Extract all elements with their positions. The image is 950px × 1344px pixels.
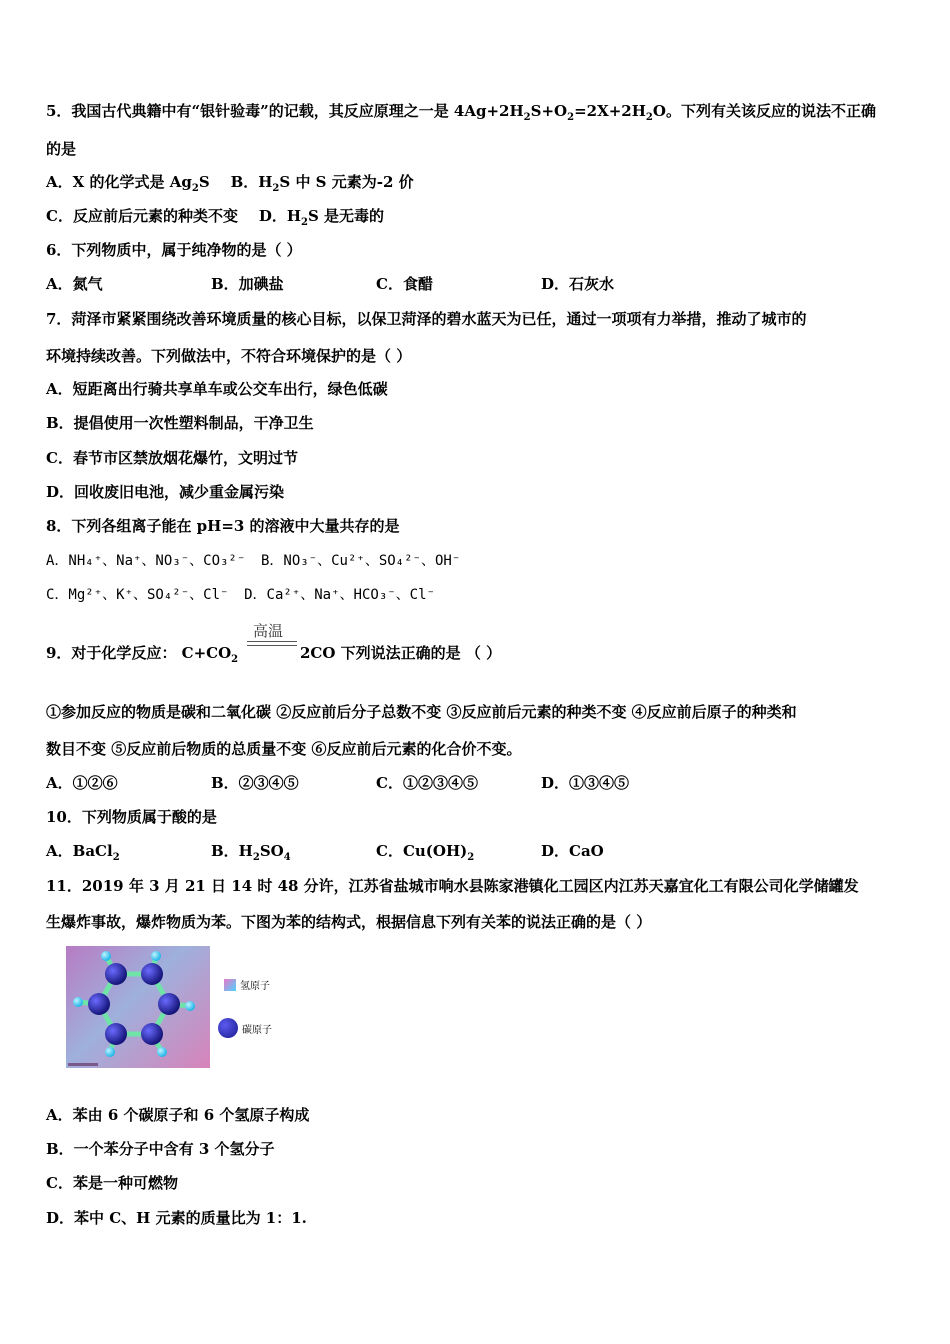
q9-option-b[interactable]: B．②③④⑤ — [211, 774, 299, 792]
carbon-atom-icon — [218, 1018, 238, 1038]
q6-option-b[interactable]: B．加碘盐 — [211, 275, 284, 293]
q7-option-d[interactable]: D．回收废旧电池，减少重金属污染 — [46, 483, 285, 501]
q6-option-d[interactable]: D．石灰水 — [541, 275, 615, 293]
q9-stem-left: 9．对于化学反应： $C+CO_2$ — [46, 644, 239, 665]
q9-statements: ①参加反应的物质是碳和二氧化碳 ②反应前后分子总数不变 ③反应前后元素的种类不变 ④反应前后原子的种类和 — [46, 703, 797, 721]
reaction-condition: 高温 — [253, 622, 284, 640]
q8-option-b[interactable]: B．NO₃⁻、Cu²⁺、SO₄²⁻、OH⁻ — [260, 553, 461, 569]
q6-option-a[interactable]: A．氮气 — [46, 275, 103, 293]
q9-stem-right: 2CO 下列说法正确的是 （ ） — [300, 644, 502, 662]
q7-option-b[interactable]: B．提倡使用一次性塑料制品，干净卫生 — [46, 414, 314, 432]
legend-carbon: 碳原子 — [218, 1018, 272, 1038]
q9-option-c[interactable]: C．①②③④⑤ — [376, 774, 478, 792]
q5-option-b[interactable]: B．$H_2S$ 中 S 元素为-2 价 — [230, 173, 414, 194]
q11-option-c[interactable]: C．苯是一种可燃物 — [46, 1174, 178, 1192]
q8-option-a[interactable]: A．NH₄⁺、Na⁺、NO₃⁻、CO₃²⁻ — [46, 553, 246, 569]
q5-options-ab — [46, 172, 414, 192]
legend-hydrogen: 氢原子 — [224, 977, 270, 992]
q9-statements-cont: 数目不变 ⑤反应前后物质的总质量不变 ⑥反应前后元素的化合价不变。 — [46, 740, 522, 758]
q7-stem-cont: 环境持续改善。下列做法中，不符合环境保护的是（ ） — [46, 347, 412, 365]
hydrogen-atom-icon — [224, 979, 236, 991]
q6-option-c[interactable]: C．食醋 — [376, 275, 433, 293]
q11-option-b[interactable]: B．一个苯分子中含有 3 个氢分子 — [46, 1140, 275, 1158]
q9-option-d[interactable]: D．①③④⑤ — [541, 774, 630, 792]
q11-stem-cont: 生爆炸事故，爆炸物质为苯。下图为苯的结构式，根据信息下列有关苯的说法正确的是（ ） — [46, 913, 652, 931]
q8-options-ab — [46, 550, 460, 571]
q7-option-c[interactable]: C．春节市区禁放烟花爆竹，文明过节 — [46, 449, 298, 467]
q8-stem: 8．下列各组离子能在 pH=3 的溶液中大量共存的是 — [46, 517, 400, 535]
q5-option-d[interactable]: D．$H_2S$ 是无毒的 — [258, 207, 385, 228]
q8-option-d[interactable]: D．Ca²⁺、Na⁺、HCO₃⁻、Cl⁻ — [244, 587, 435, 603]
benzene-model-image — [66, 946, 210, 1068]
q7-option-a[interactable]: A．短距离出行骑共享单车或公交车出行，绿色低碳 — [46, 380, 388, 398]
q10-stem: 10．下列物质属于酸的是 — [46, 808, 217, 826]
q6-stem: 6．下列物质中，属于纯净物的是（ ） — [46, 241, 302, 259]
q10-option-d[interactable]: D．CaO — [541, 842, 604, 860]
q8-options-cd — [46, 584, 435, 605]
q9-option-a[interactable]: A．①②⑥ — [46, 774, 118, 792]
q7-stem: 7．菏泽市紧紧围绕改善环境质量的核心目标，以保卫菏泽的碧水蓝天为已任，通过一项项有力举措，推动了城市的 — [46, 310, 807, 328]
q10-option-c[interactable]: C．$Cu(OH)_2$ — [376, 842, 475, 863]
q11-option-a[interactable]: A．苯由 6 个碳原子和 6 个氢原子构成 — [46, 1106, 310, 1124]
image-caption-mark — [68, 1063, 98, 1066]
q5-stem: 5．我国古代典籍中有“银针验毒”的记载，其反应原理之一是 $4Ag+2H_2S+O_2=2X+2H_2O$。下列有关该反应的说法不正确 — [46, 102, 876, 123]
benzene-molecule — [66, 946, 210, 1068]
q11-stem: 11．2019 年 3 月 21 日 14 时 48 分许，江苏省盐城市响水县陈家港镇化工园区内江苏天嘉宜化工有限公司化学储罐发 — [46, 877, 859, 895]
reaction-condition-arrow — [247, 620, 297, 650]
q10-option-b[interactable]: B．$H_2SO_4$ — [211, 842, 291, 863]
q10-option-a[interactable]: A．BaCl$_2$ — [46, 842, 120, 863]
q11-option-d[interactable]: D．苯中 C、H 元素的质量比为 1：1. — [46, 1209, 307, 1227]
q5-options-cd — [46, 206, 384, 226]
q8-option-c[interactable]: C．Mg²⁺、K⁺、SO₄²⁻、Cl⁻ — [46, 587, 229, 603]
q5-stem-cont: 的是 — [46, 140, 77, 158]
q5-option-c[interactable]: C．反应前后元素的种类不变 — [46, 207, 238, 225]
q5-option-a[interactable]: A．X 的化学式是 $Ag_2S$ — [46, 173, 210, 194]
